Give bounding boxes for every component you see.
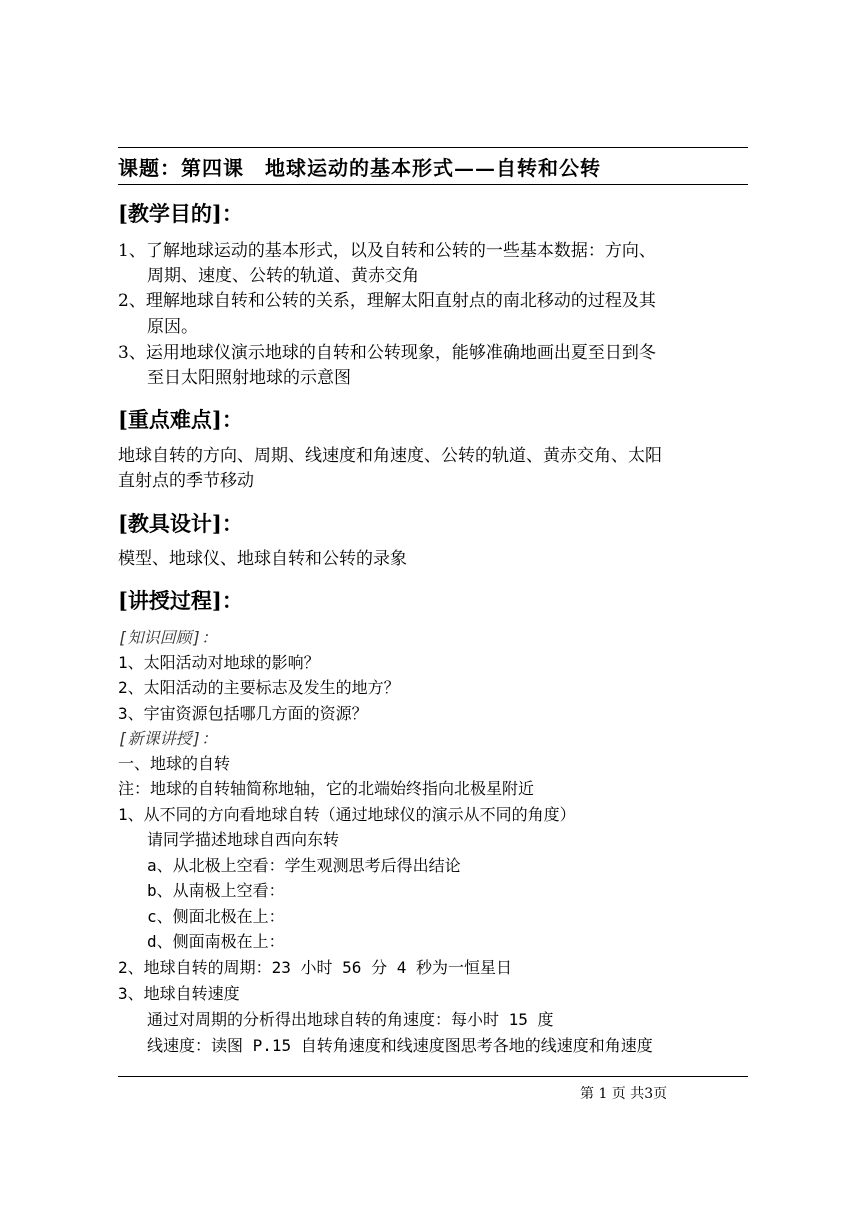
process-line: 3、宇宙资源包括哪几方面的资源？ <box>118 704 368 723</box>
objective-line: 2、理解地球自转和公转的关系，理解太阳直射点的南北移动的过程及其 <box>118 291 656 311</box>
section-heading-process: [讲授过程]： <box>118 588 243 613</box>
objective-line: 原因。 <box>147 317 198 337</box>
process-line: 2、太阳活动的主要标志及发生的地方？ <box>118 678 400 697</box>
section-heading-key-points: [重点难点]： <box>118 407 243 432</box>
review-subheading: [知识回顾]： <box>118 628 218 647</box>
page-title: 课题：第四课 地球运动的基本形式——自转和公转 <box>118 156 601 180</box>
objective-line: 至日太阳照射地球的示意图 <box>147 368 351 388</box>
process-line: c、侧面北极在上： <box>147 907 285 926</box>
objective-line: 1、了解地球运动的基本形式，以及自转和公转的一些基本数据：方向、 <box>118 241 656 261</box>
section-heading-objectives: [教学目的]： <box>118 201 243 226</box>
process-line: 请同学描述地球自西向东转 <box>147 830 340 849</box>
process-line: 线速度：读图 P.15 自转角速度和线速度图思考各地的线速度和角速度 <box>147 1036 653 1055</box>
key-points-line: 直射点的季节移动 <box>118 471 254 491</box>
process-line: 2、地球自转的周期：23 小时 56 分 4 秒为一恒星日 <box>118 958 512 977</box>
new-lesson-subheading: [新课讲授]： <box>118 729 218 748</box>
process-line: 注：地球的自转轴简称地轴，它的北端始终指向北极星附近 <box>118 779 535 798</box>
process-line: a、从北极上空看：学生观测思考后得出结论 <box>147 856 461 875</box>
process-line: b、从南极上空看： <box>147 881 285 900</box>
process-line: 3、地球自转速度 <box>118 984 240 1003</box>
objective-line: 周期、速度、公转的轨道、黄赤交角 <box>147 266 419 286</box>
section-heading-equipment: [教具设计]： <box>118 511 243 536</box>
page-number: 第 1 页 共3页 <box>580 1086 668 1102</box>
title-underline <box>118 184 748 185</box>
process-line: d、侧面南极在上： <box>147 932 285 951</box>
key-points-line: 地球自转的方向、周期、线速度和角速度、公转的轨道、黄赤交角、太阳 <box>118 446 662 466</box>
process-line: 1、从不同的方向看地球自转（通过地球仪的演示从不同的角度） <box>118 805 576 824</box>
process-line: 一、地球的自转 <box>118 754 231 773</box>
equipment-line: 模型、地球仪、地球自转和公转的录象 <box>118 549 407 569</box>
process-line: 通过对周期的分析得出地球自转的角速度：每小时 15 度 <box>147 1010 554 1029</box>
process-line: 1、太阳活动对地球的影响？ <box>118 653 320 672</box>
objective-line: 3、运用地球仪演示地球的自转和公转现象，能够准确地画出夏至日到冬 <box>118 343 656 363</box>
footer-rule <box>118 1076 748 1077</box>
top-rule <box>118 147 748 148</box>
